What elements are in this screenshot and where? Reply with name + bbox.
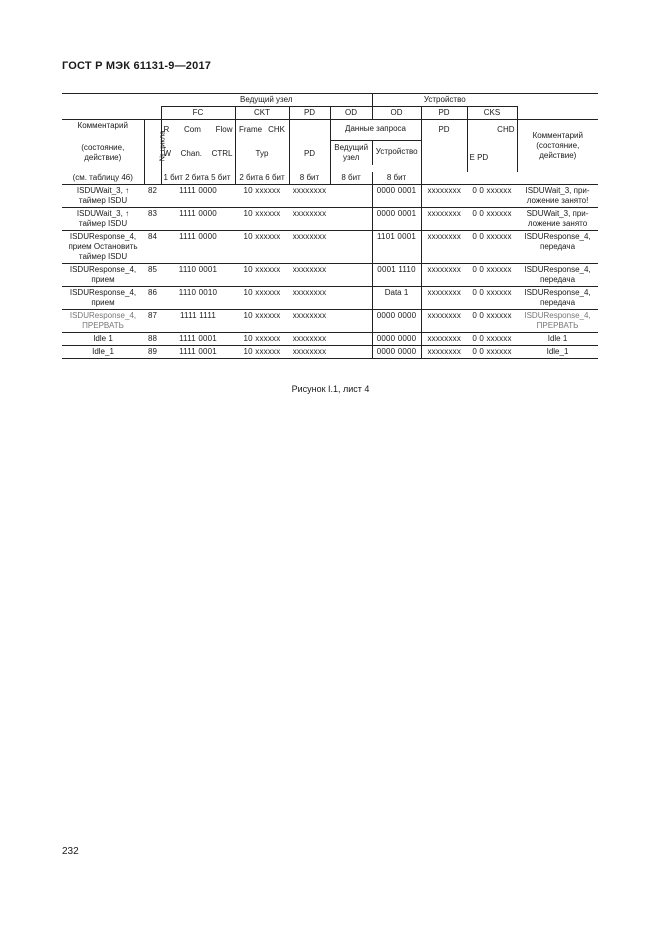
row-ckt: 10 xxxxxx [235, 309, 289, 332]
row-pd: xxxxxxxx [289, 332, 330, 345]
row-right-comment: ISDUResponse_4, ПРЕРВАТЬ [517, 309, 598, 332]
row-cycle: 82 [144, 184, 161, 207]
row-pd: xxxxxxxx [289, 309, 330, 332]
row-cks: 0 0 xxxxxx [467, 207, 517, 230]
bits-2b: 2 бита [239, 172, 264, 182]
row-right-comment: ISDUResponse_4, передача [517, 286, 598, 309]
table-row [62, 263, 598, 286]
row-left-comment: ISDUResponse_4, прием Остановить таймер ISDU [62, 230, 144, 263]
row-cycle: 88 [144, 332, 161, 345]
row-ckt: 10 xxxxxx [235, 263, 289, 286]
row-fc: 1111 0001 [161, 345, 235, 358]
flow-header: Flow [215, 125, 233, 134]
row-left-comment: ISDUWait_3, ↑ таймер ISDU [62, 184, 144, 207]
row-cks: 0 0 xxxxxx [467, 286, 517, 309]
row-device-pd: xxxxxxxx [421, 207, 467, 230]
row-fc: 1111 0000 [161, 184, 235, 207]
pd-device-header: PD [421, 107, 467, 120]
table-row [62, 286, 598, 309]
row-pd: xxxxxxxx [289, 286, 330, 309]
comment-left-header: Комментарий [77, 121, 128, 130]
row-ckt: 10 xxxxxx [235, 332, 289, 345]
table-row [62, 230, 598, 263]
ckt-header: CKT [235, 107, 289, 120]
chan-header: Chan. [180, 149, 203, 158]
typ-header: Typ [255, 149, 269, 158]
row-right-comment: ISDUResponse_4, передача [517, 230, 598, 263]
row-device-pd: xxxxxxxx [421, 230, 467, 263]
od-device-header: OD [372, 107, 421, 120]
table-row [62, 184, 598, 207]
frame-header: Frame [238, 125, 263, 134]
row-cks: 0 0 xxxxxx [467, 263, 517, 286]
table-row [62, 309, 598, 332]
row-od: 0001 1110 [372, 263, 421, 286]
row-left-comment: ISDUResponse_4, прием [62, 286, 144, 309]
com-header: Com [184, 125, 201, 134]
row-pd: xxxxxxxx [289, 263, 330, 286]
table-row [62, 207, 598, 230]
ctrl-header: CTRL [211, 149, 233, 158]
row-right-comment: Idle_1 [517, 345, 598, 358]
bits-5: 5 бит [211, 172, 231, 182]
w-header: W [163, 149, 172, 158]
state-action-left: (состояние, действие) [81, 143, 125, 162]
table-row [62, 332, 598, 345]
header-row-subfields [62, 120, 598, 172]
row-right-comment: Idle 1 [517, 332, 598, 345]
row-cycle: 85 [144, 263, 161, 286]
row-fc: 1111 1111 [161, 309, 235, 332]
chk-header: CHK [268, 125, 285, 134]
bits-8b: 8 бит [330, 172, 372, 185]
row-left-comment: ISDUResponse_4, ПРЕРВАТЬ [62, 309, 144, 332]
row-cycle: 87 [144, 309, 161, 332]
row-od: 0000 0000 [372, 309, 421, 332]
row-cycle: 89 [144, 345, 161, 358]
figure-caption: Рисунок I.1, лист 4 [291, 384, 370, 394]
row-cycle: 84 [144, 230, 161, 263]
row-ckt: 10 xxxxxx [235, 345, 289, 358]
row-right-comment: ISDUWait_3, при-ложение занято! [517, 184, 598, 207]
od-master-header: OD [330, 107, 372, 120]
row-left-comment: Idle 1 [62, 332, 144, 345]
row-device-pd: xxxxxxxx [421, 309, 467, 332]
row-pd: xxxxxxxx [289, 345, 330, 358]
row-fc: 1111 0000 [161, 230, 235, 263]
row-fc: 1111 0001 [161, 332, 235, 345]
row-od: 0000 0000 [372, 332, 421, 345]
row-cycle: 83 [144, 207, 161, 230]
row-od: Data 1 [372, 286, 421, 309]
row-cks: 0 0 xxxxxx [467, 184, 517, 207]
fc-header: FC [161, 107, 235, 120]
table-row [62, 345, 598, 358]
comment-right-header: Комментарий (состояние, действие) [532, 130, 583, 160]
row-cks: 0 0 xxxxxx [467, 309, 517, 332]
pd-device-sub-header: PD [438, 125, 450, 134]
row-od: 0000 0001 [372, 184, 421, 207]
sequence-table-wrapper [62, 93, 598, 359]
row-ckt: 10 xxxxxx [235, 230, 289, 263]
pd-master-header: PD [289, 107, 330, 120]
r-header: R [163, 125, 170, 134]
document-title: ГОСТ Р МЭК 61131-9—2017 [62, 60, 212, 72]
header-row-bits [62, 172, 598, 185]
row-ckt: 10 xxxxxx [235, 286, 289, 309]
row-device-pd: xxxxxxxx [421, 332, 467, 345]
row-fc: 1111 0000 [161, 207, 235, 230]
row-pd: xxxxxxxx [289, 230, 330, 263]
device-header: Устройство [372, 94, 517, 107]
chd-header: CHD [497, 125, 515, 134]
request-data-header: Данные запроса [331, 120, 421, 141]
row-device-pd: xxxxxxxx [421, 286, 467, 309]
row-left-comment: ISDUWait_3, ↑ таймер ISDU [62, 207, 144, 230]
header-row-fields [62, 107, 598, 120]
row-device-pd: xxxxxxxx [421, 184, 467, 207]
row-pd: xxxxxxxx [289, 207, 330, 230]
row-device-pd: xxxxxxxx [421, 345, 467, 358]
row-right-comment: ISDUResponse_4, передача [517, 263, 598, 286]
row-od: 0000 0000 [372, 345, 421, 358]
bits-6: 6 бит [265, 172, 285, 182]
row-device-pd: xxxxxxxx [421, 263, 467, 286]
row-cks: 0 0 xxxxxx [467, 332, 517, 345]
row-ckt: 10 xxxxxx [235, 207, 289, 230]
row-fc: 1110 0001 [161, 263, 235, 286]
row-cycle: 86 [144, 286, 161, 309]
row-cks: 0 0 xxxxxx [467, 230, 517, 263]
bits-8a: 8 бит [289, 172, 330, 185]
see-table-note: (см. таблицу 46) [62, 172, 144, 185]
cks-header: CKS [467, 107, 517, 120]
row-od: 1101 0001 [372, 230, 421, 263]
row-cks: 0 0 xxxxxx [467, 345, 517, 358]
e-pd-header: E PD [469, 153, 489, 162]
row-fc: 1110 0010 [161, 286, 235, 309]
sequence-table [62, 93, 598, 359]
row-od: 0000 0001 [372, 207, 421, 230]
master-node-header: Ведущий узел [161, 94, 372, 107]
row-left-comment: Idle_1 [62, 345, 144, 358]
row-pd: xxxxxxxx [289, 184, 330, 207]
row-ckt: 10 xxxxxx [235, 184, 289, 207]
bits-8c: 8 бит [372, 172, 421, 185]
page-number: 232 [62, 846, 79, 857]
bits-1: 1 бит [163, 172, 183, 182]
row-right-comment: SDUWait_3, при-ложение занято [517, 207, 598, 230]
cycle-number-header: № цикла [156, 130, 166, 162]
master-node-sub-header: Ведущий узел [334, 143, 369, 162]
pd-sub-header: PD [303, 149, 316, 158]
device-sub-header: Устройство [372, 141, 421, 165]
header-row-groups [62, 94, 598, 107]
row-left-comment: ISDUResponse_4, прием [62, 263, 144, 286]
bits-2: 2 бита [185, 172, 209, 182]
